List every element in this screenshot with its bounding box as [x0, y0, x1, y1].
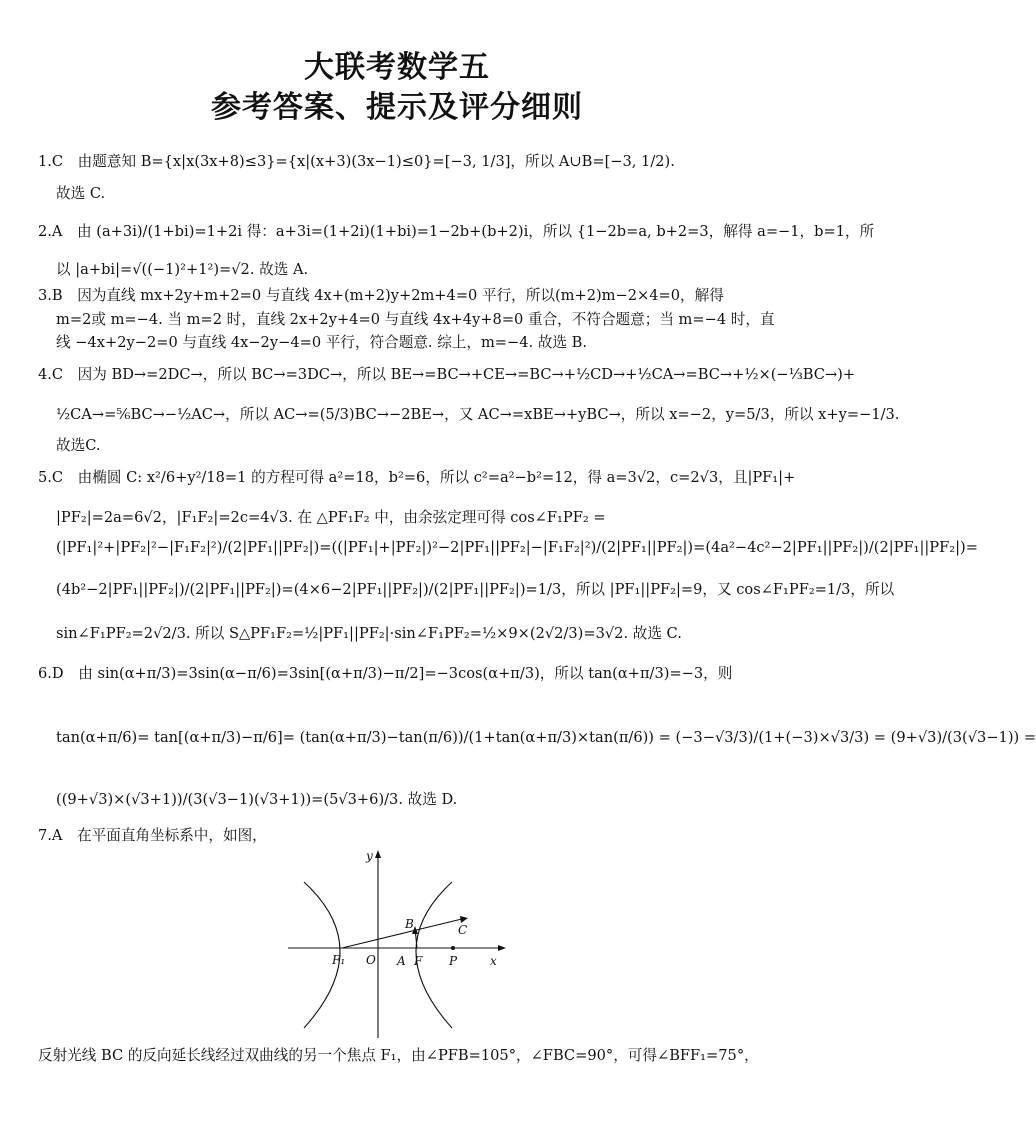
label-P: P — [449, 954, 458, 968]
label-O: O — [366, 953, 376, 967]
solution-6-line-1: 6.D 由 sin(α+π/3)=3sin(α−π/6)=3sin[(α+π/3)−π/2]=−3cos(α+π/3)，所以 tan(α+π/3)=−3，则 — [38, 665, 733, 682]
label-A: A — [397, 954, 406, 968]
ray-arrow — [460, 916, 468, 923]
x-axis-arrow — [498, 945, 506, 951]
label-x: x — [490, 954, 497, 968]
solution-4-line-3: 故选C. — [56, 437, 101, 454]
solution-2-line-1: 2.A 由 (a+3i)/(1+bi)=1+2i 得：a+3i=(1+2i)(1+bi)=1−2b+(b+2)i，所以 {1−2b=a, b+2=3，解得 a=−1，b=1，所 — [38, 223, 875, 240]
y-axis-arrow — [375, 850, 381, 858]
solution-5-line-3: (|PF₁|²+|PF₂|²−|F₁F₂|²)/(2|PF₁||PF₂|)=((|PF₁|+|PF₂|)²−2|PF₁||PF₂|−|F₁F₂|²)/(2|PF₁||PF₂|)=(4a²−4c²−2|PF₁||PF₂|)/(2|PF₁||PF₂|)= — [56, 539, 978, 556]
hyperbola-figure — [286, 842, 508, 1038]
solution-3-line-1: 3.B 因为直线 mx+2y+m+2=0 与直线 4x+(m+2)y+2m+4=0 平行，所以(m+2)m−2×4=0，解得 — [38, 287, 724, 304]
solution-4-line-1: 4.C 因为 BD→=2DC→，所以 BC→=3DC→，所以 BE→=BC→+CE→=BC→+½CD→+½CA→=BC→+½×(−⅓BC→)+ — [38, 366, 856, 383]
label-y: y — [366, 849, 373, 863]
label-C: C — [458, 923, 468, 937]
solution-6-line-3: ((9+√3)×(√3+1))/(3(√3−1)(√3+1))=(5√3+6)/3. 故选 D. — [56, 791, 458, 808]
solution-7-line-1: 7.A 在平面直角坐标系中，如图， — [38, 827, 267, 844]
solution-7-line-2: 反射光线 BC 的反向延长线经过双曲线的另一个焦点 F₁，由∠PFB=105°，∠FBC=90°，可得∠BFF₁=75°， — [38, 1047, 759, 1064]
page-title: 大联考数学五 — [304, 50, 490, 85]
solution-1-line-1: 1.C 由题意知 B={x|x(3x+8)≤3}={x|(x+3)(3x−1)≤0}=[−3, 1/3]，所以 A∪B=[−3, 1/2). — [38, 153, 675, 170]
solution-4-line-2: ½CA→=⅚BC→−½AC→，所以 AC→=(5/3)BC→−2BE→，又 AC→=xBE→+yBC→，所以 x=−2，y=5/3，所以 x+y=−1/3. — [56, 406, 900, 423]
solution-3-line-3: 线 −4x+2y−2=0 与直线 4x−2y−4=0 平行，符合题意. 综上，m=−4. 故选 B. — [56, 334, 588, 351]
point-P — [451, 946, 455, 950]
solution-6-line-2: tan(α+π/6)= tan[(α+π/3)−π/6]= (tan(α+π/3)−tan(π/6))/(1+tan(α+π/3)×tan(π/6)) = (−3−√3/3)/(1+(−3)×√3/3) = (9+√3)/(3(√3−1)) = — [56, 729, 1036, 746]
solution-5-line-1: 5.C 由椭圆 C: x²/6+y²/18=1 的方程可得 a²=18，b²=6，所以 c²=a²−b²=12，得 a=3√2，c=2√3，且|PF₁|+ — [38, 469, 796, 486]
label-F1: F₁ — [332, 953, 346, 967]
solution-3-line-2: m=2或 m=−4. 当 m=2 时，直线 2x+2y+4=0 与直线 4x+4y+8=0 重合，不符合题意；当 m=−4 时，直 — [56, 311, 775, 328]
label-F: F — [414, 954, 423, 968]
solution-1-line-2: 故选 C. — [56, 185, 106, 202]
solution-2-line-2: 以 |a+bi|=√((−1)²+1²)=√2. 故选 A. — [56, 261, 309, 278]
ray-F1-C — [342, 918, 466, 948]
solution-5-line-4: (4b²−2|PF₁||PF₂|)/(2|PF₁||PF₂|)=(4×6−2|PF₁||PF₂|)/(2|PF₁||PF₂|)=1/3，所以 |PF₁||PF₂|=9，又 cos∠F₁PF₂=1/3，所以 — [56, 581, 895, 598]
solution-5-line-5: sin∠F₁PF₂=2√2/3. 所以 S△PF₁F₂=½|PF₁||PF₂|·sin∠F₁PF₂=½×9×(2√2/3)=3√2. 故选 C. — [56, 625, 682, 642]
page-subtitle: 参考答案、提示及评分细则 — [211, 90, 583, 125]
label-B: B — [405, 917, 414, 931]
solution-5-line-2: |PF₂|=2a=6√2，|F₁F₂|=2c=4√3. 在 △PF₁F₂ 中，由余弦定理可得 cos∠F₁PF₂ = — [56, 509, 606, 526]
